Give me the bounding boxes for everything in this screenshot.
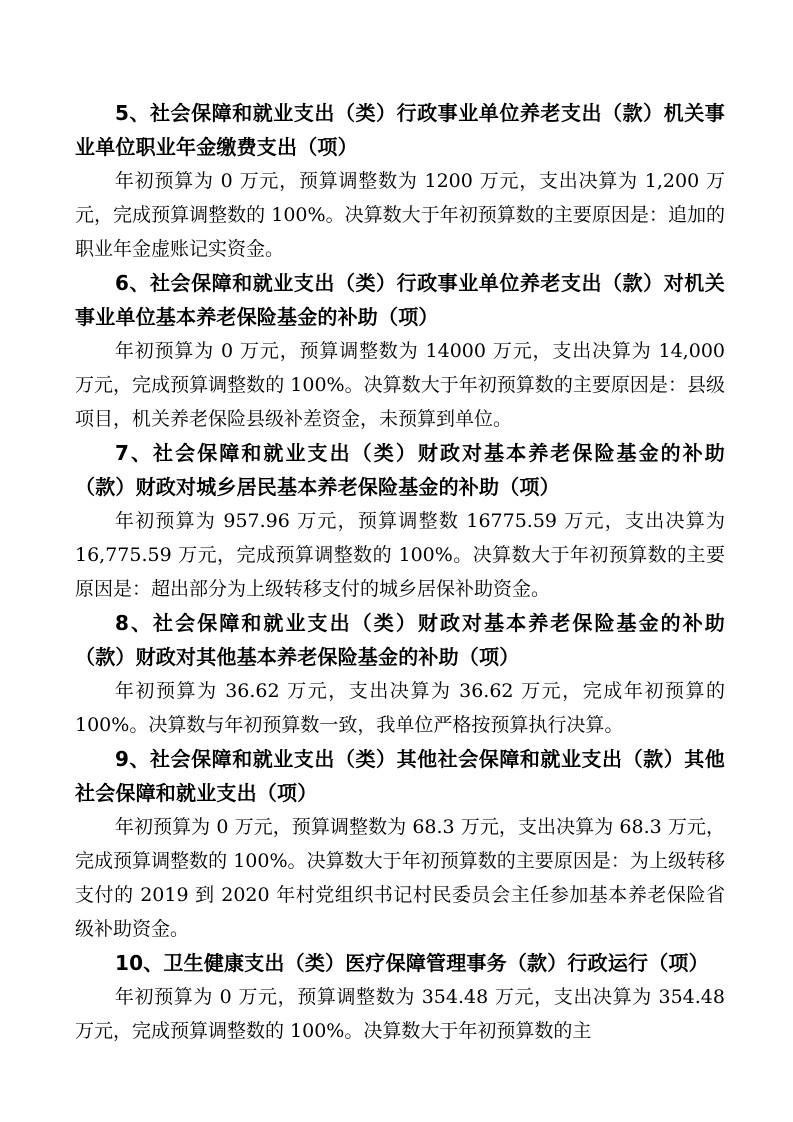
section-9-body: 年初预算为 0 万元，预算调整数为 68.3 万元，支出决算为 68.3 万元，完成预算调整数的 100%。决算数大于年初预算数的主要原因是：为上级转移支付的 2019 到 2020 年村党组织书记村民委员会主任参加基本养老保险省级补助资金。 [75, 816, 725, 940]
section-6-body: 年初预算为 0 万元，预算调整数为 14000 万元，支出决算为 14,000 万元，完成预算调整数的 100%。决算数大于年初预算数的主要原因是：县级项目，机关养老保险县级补差资金，未预算到单位。 [75, 340, 725, 430]
section-10-body: 年初预算为 0 万元，预算调整数为 354.48 万元，支出决算为 354.48 万元，完成预算调整数的 100%。决算数大于年初预算数的主 [75, 986, 725, 1042]
section-7-heading: 7、社会保障和就业支出（类）财政对基本养老保险基金的补助（款）财政对城乡居民基本养老保险基金的补助（项） [75, 441, 725, 499]
section-8-body: 年初预算为 36.62 万元，支出决算为 36.62 万元，完成年初预算的 100%。决算数与年初预算数一致，我单位严格按预算执行决算。 [75, 680, 725, 736]
section-5-heading: 5、社会保障和就业支出（类）行政事业单位养老支出（款）机关事业单位职业年金缴费支出（项） [75, 101, 725, 159]
section-9-heading: 9、社会保障和就业支出（类）其他社会保障和就业支出（款）其他社会保障和就业支出（项） [75, 747, 725, 805]
section-10-heading: 10、卫生健康支出（类）医疗保障管理事务（款）行政运行（项） [115, 951, 709, 975]
document-page [75, 96, 725, 1048]
section-7-body: 年初预算为 957.96 万元，预算调整数 16775.59 万元，支出决算为 16,775.59 万元，完成预算调整数的 100%。决算数大于年初预算数的主要原因是：超出部分为上级转移支付的城乡居保补助资金。 [75, 510, 725, 600]
section-6-heading: 6、社会保障和就业支出（类）行政事业单位养老支出（款）对机关事业单位基本养老保险基金的补助（项） [75, 271, 725, 329]
section-5-body: 年初预算为 0 万元，预算调整数为 1200 万元，支出决算为 1,200 万元，完成预算调整数的 100%。决算数大于年初预算数的主要原因是：追加的职业年金虚账记实资金。 [75, 170, 725, 260]
section-8-heading: 8、社会保障和就业支出（类）财政对基本养老保险基金的补助（款）财政对其他基本养老保险基金的补助（项） [75, 611, 725, 669]
